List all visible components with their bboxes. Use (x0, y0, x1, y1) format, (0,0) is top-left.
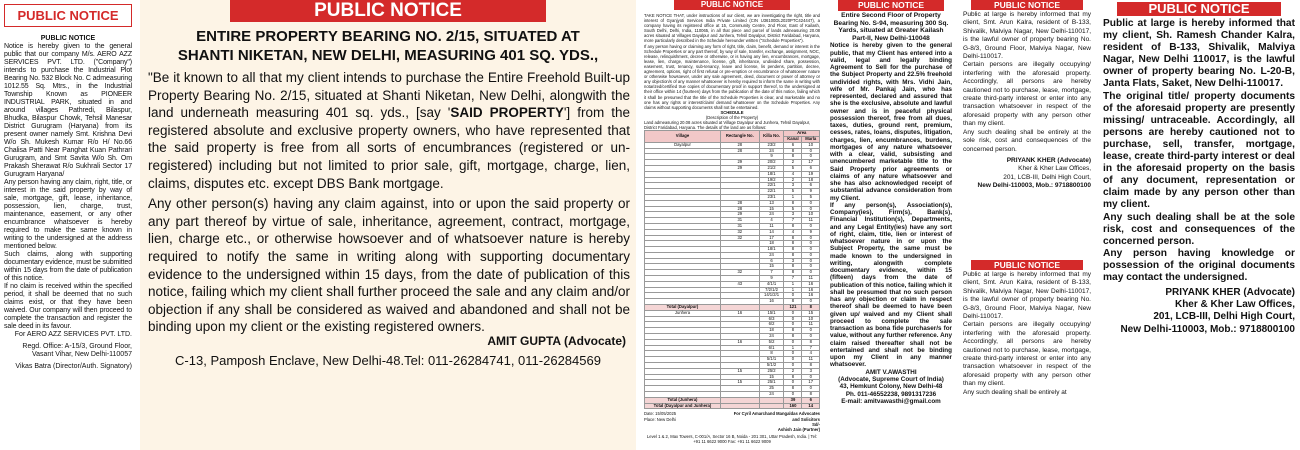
table-cell: 18 (759, 241, 784, 247)
table-cell: 3 (802, 368, 820, 374)
table-cell: 0 (784, 380, 802, 386)
table-cell: 8 (802, 392, 820, 398)
th-marla: Marla (802, 136, 820, 142)
notice7-addr: 201, LCB-III, Delhi High Court, (1153, 311, 1295, 323)
table-cell: 28 (720, 148, 759, 154)
table-cell: 160 (784, 403, 802, 409)
table-cell: 0 (802, 154, 820, 160)
table-cell: 5/1/2 (759, 363, 784, 369)
table-cell: 25/2 (759, 368, 784, 374)
table-cell: 5/2 (759, 339, 784, 345)
table-cell: 0 (802, 252, 820, 258)
notice3-partner: Ashish Jain (Partner) (777, 426, 820, 432)
notice5-addr: 201, LCB-III, Delhi High Court, (1003, 173, 1091, 181)
notice2-header: PUBLIC NOTICE (230, 0, 546, 22)
table-cell: 10 (802, 316, 820, 322)
table-cell: 14/1/2/1 (759, 293, 784, 299)
notice6-para1: Public at large is hereby informed that my client, Smt. Arun Kalra, resident of B-133, Shivalik, Malviya Nagar, New Delhi-110017, is the lawful owner of property bearing No. G-8/3, Ground Floor, Malviya Nagar, New Delhi-110017. (963, 271, 1091, 321)
table-cell: 17 (802, 160, 820, 166)
table-cell: 8 (784, 328, 802, 334)
th-rect: Rectangle No. (720, 131, 759, 143)
table-cell: 15/1 (759, 310, 784, 316)
notice1-header-box: PUBLIC NOTICE (4, 4, 132, 27)
table-cell: 11 (802, 218, 820, 224)
notice1-title: PUBLIC NOTICE (40, 35, 96, 42)
table-cell: 16 (720, 339, 759, 345)
table-cell: 28 (720, 206, 759, 212)
table-cell: 6 (802, 397, 820, 403)
table-cell: 18/1 (759, 171, 784, 177)
notice4-para2: If any person(s), Association(s), Company(ies), Firm(s), Bank(s), Financial Institution(s), Departments, and any Legal Entity(ies) have any sort of right, claim, title, lien or interest of whatsoever nature in or upon the Subject Property, the same must be made known to the undersigned in writing, alongwith complete documentary evidence, within 15 (fifteen) days from the date of publication of this notice, failing which it shall be presumed that no such person has any objection or claim in respect thereof shall be deemed to have been given up/ waived and my Client shall proceed to complete the sale transaction as bona fide purchaser/s for value, without any further reference. Any claim raised thereafter shall not be entertained and shall not be binding upon my Client in any manner whatsoever. (830, 201, 952, 369)
table-cell: 9 (759, 154, 784, 160)
notice7-para2: The original title/ property documents of the aforesaid property are presently missing/ untraceable. Accordingly, all persons are hereby cautioned not to purchase, sell, transfer, mortgage, lease, create third-party interest or deal in the aforesaid property on the basis of any document, representation or claim made by any person other than my client. (1103, 90, 1295, 211)
notice5-header: PUBLIC NOTICE (971, 0, 1083, 10)
table-cell: 8 (784, 252, 802, 258)
table-cell: 15 (802, 310, 820, 316)
table-cell: 0 (784, 322, 802, 328)
table-cell: 31 (720, 223, 759, 229)
table-cell: 0 (802, 247, 820, 253)
notice1-for-line: For AERO AZZ SERVICES PVT. LTD. (14, 331, 132, 338)
notice5-para2: Certain persons are illegally occupying/ interfering with the aforesaid property. Accordingly, all persons are hereby cautioned not to purchase, lease, mortgage, create third-party interest or enter into any transaction whatsoever in respect of the aforesaid property with any person other than my client. (963, 61, 1091, 128)
table-cell: 0 (784, 392, 802, 398)
table-cell: 7 (802, 345, 820, 351)
table-cell: 0 (784, 357, 802, 363)
table-cell: Junhera (645, 310, 721, 316)
table-cell: 4 (802, 351, 820, 357)
table-cell: 14 (759, 229, 784, 235)
notice2-address: C-13, Pamposh Enclave, New Delhi-48.Tel: 011-26284741, 011-26284569 (175, 352, 601, 368)
notice-shanti-niketan (140, 0, 636, 450)
table-cell: 11 (759, 223, 784, 229)
table-cell: 19 (802, 171, 820, 177)
table-cell: 4 (759, 218, 784, 224)
notice6-para2: Certain persons are illegally occupying/ interfering with the aforesaid property. Accordingly, all persons are hereby cautioned not to purchase, lease, mortgage, create third-party interest or enter into any transaction whatsoever in respect of the aforesaid property with any person other than my client. (963, 321, 1091, 388)
table-cell: 0 (784, 339, 802, 345)
notice5-para3: Any such dealing shall be entirely at the sole risk, cost and consequences of the concerned person. (963, 128, 1091, 153)
table-cell: 10 (802, 212, 820, 218)
table-cell: 9 (759, 276, 784, 282)
table-cell: 15 (759, 206, 784, 212)
table-cell: 17 (802, 380, 820, 386)
table-cell: 1 (784, 345, 802, 351)
notice3-footer: Level 1 & 2, Max Towers, C-001/A, Sector 16 B, Noida - 201 301, Uttar Pradesh, India. | Tel: +91 11 6622 9000 Fax: +91 11 6622 9009 (646, 433, 818, 444)
notice7-header: PUBLIC NOTICE (1117, 2, 1281, 16)
table-cell: 6 (759, 258, 784, 264)
table-cell: 28 (720, 142, 759, 148)
th-kanal: Kanal (784, 136, 802, 142)
table-cell: 0 (802, 223, 820, 229)
table-cell: 8 (802, 363, 820, 369)
table-cell: 0 (802, 386, 820, 392)
th-area: Area (784, 131, 820, 137)
table-cell: 15 (759, 374, 784, 380)
notice3-para2: If any person having or claiming any form of right, title, claim, benefit, demand or interest in the Schedule Properties or any part thereof, by way of sale, transfer, exchange, assignment, NOC, release, relinquishment, decree or otherwise, or is having any lien, encumbrances, mortgage, lease, lien, charge, maintenance, license, gift, inheritance, undivided share, possession, easement, trust, tenancy, sub-tenancy, leave and license, lis pendens, partition, decree, agreement, options, right of first refusal or pre-emption or encumbrance of whatsoever nature or otherwise howsoever, under any sale agreement, deed, document or power of attorney or any objection/s of any manner whatsoever is hereby required to inform the same in writing with notarized/certified true copies of documentary proof in support thereof, to the undersigned at their office within 14 (fourteen) days from the publication of the date of this notice, failing which it shall be presumed that the title of the Schedule Properties is clear, and marketable and no one has any rights or interest/claim/ demand whatsoever on the Schedule Properties. Any claims without supporting documents shall not be entertained. (644, 43, 820, 110)
table-cell: 6 (784, 142, 802, 148)
table-cell: 8 (784, 241, 802, 247)
table-cell: 6 (802, 165, 820, 171)
table-cell: Total (Dayalpur and Junhera) (645, 403, 721, 409)
table-cell: 4 (784, 229, 802, 235)
table-cell: 5 (802, 194, 820, 200)
table-cell: 25 (759, 386, 784, 392)
notice4-adv: (Advocate, Supreme Court of India) (838, 376, 944, 384)
table-cell: 32 (720, 235, 759, 241)
table-cell: 10 (802, 142, 820, 148)
table-cell: 43 (720, 281, 759, 287)
table-cell: 9 (802, 229, 820, 235)
table-cell: 22/1 (759, 189, 784, 195)
notice4-signature: AMIT V.AWASTHI (865, 368, 917, 376)
table-cell: 11 (802, 357, 820, 363)
table-cell: 4 (784, 171, 802, 177)
notice2-title-line2: SHANTI NIKETAN, NEW DELHI, MEASURING 401 SQ. YDS., (177, 47, 599, 64)
table-cell: 0 (802, 200, 820, 206)
table-cell: 0 (802, 270, 820, 276)
table-cell: 0 (784, 293, 802, 299)
table-cell: 9 (802, 189, 820, 195)
table-cell: 22/1 (759, 183, 784, 189)
table-cell: 1 (784, 287, 802, 293)
notice5-para1: Public at large is hereby informed that my client, Smt. Arun Kalra, resident of B-133, Shivalik, Malviya Nagar, New Delhi-110017, is the lawful owner of property bearing No. G-8/3, Ground Floor, Malviya Nagar, New Delhi-110017. (963, 11, 1091, 61)
notice-kalra-saket (1100, 0, 1298, 450)
notice3-intro: TAKE NOTICE THAT, under instructions of our client, we are investigating the right, title and interest of Gyanjyoti Services India Private Limited (CIN U36100DL2020PTC424447), a company having its registered office at 15, Community Centre, 2nd Floor, East of Kailash, South Delhi, Delhi, India, 110065, in all that piece and parcel of lands admeasuring 20.08 acres situated at Villages Dayalpur and Junhera, Tehsil Dayalpur, District Faridabad, Haryana, more particularly described in the Schedule hereunder written ("Schedule Properties"). (644, 13, 820, 44)
notice7-para3: Any such dealing shall be at the sole risk, cost and consequences of the concerned person. (1103, 211, 1295, 247)
table-cell: 0 (784, 316, 802, 322)
notice3-schedule-sub: (Description of the Property) (705, 114, 759, 120)
table-cell: 0 (802, 235, 820, 241)
table-cell: 8 (784, 374, 802, 380)
table-cell: 32 (720, 229, 759, 235)
table-cell (759, 403, 784, 409)
notice4-para1: Notice is hereby given to the general public, that my Client has entered into a valid, legal and legally binding Agreement to Sell for the purchase of the Subject Property and 22.5% freehold undivided rights, with Mrs. Vidhi Jain, wife of Mr. Pankaj Jain, who has represented, declared and assured that she is the exclusive, absolute and lawful owner and is in peaceful physical possession thereof, free from all dues, taxes, duties, ground rent, premium, cesses, rates, loans, disputes, litigation, charges, lien, encumbrances, burdens, mortgages of any nature whatsoever with a clear, valid, subsisting and unencumbered marketable title to the Said Property prior agreements or claims of any nature whatsoever and she has also acknowledged receipt of substantial advance consideration from my Client. (830, 42, 952, 202)
notice1-para1: Notice is hereby given to the general public that our company M/s. AERO AZZ SERVICES PVT. LTD. ("Company") intends to purchase the Industrial Plot Bearing No. 532 Block No. C admeasuring 1012.55 Sq. Mtrs., in the Industrial Township Known as PIONEER INDUSTRIAL PARK, situated in and around villages Pathredi, Bilaspur, Bhudka, Bilaspur Chowk, Tehsil Manesar District Gurugram (Haryana) from its present owner namely Smt. Krishna Devi W/o Sh. Mukesh Kumar R/o H/ No.66 Chalisa Patti Near Panghat Kuan Pathrari Gurugram, and Smt Savita W/o Sh. Om Prakash Sherawat R/o Sukhrali Sector 17 Gurugram Haryana/ (4, 43, 133, 178)
table-cell: 7 (784, 218, 802, 224)
notice5-signature: PRIYANK KHER (Advocate) (1006, 156, 1091, 164)
notice2-para2: Any other person(s) having any claim against, into or upon the said property or any part thereof by virtue of sale, inheritance, agreement, contract, mortgage, lien, charge etc., or otherwise howsoever and of whatsoever nature is hereby required to notify the same in writing along with supporting documentary evidence to the undersigned within 15 days, from the date of publication of this notice, failing which my client shall further proceed the sale and any claim and/or objection if any shall be considered as waived and abandoned and shall not be binding upon my client or the existing registered owners. (148, 196, 630, 335)
table-cell: 18/1 (759, 247, 784, 253)
notice6-para3: Any such dealing shall be entirely at (963, 388, 1067, 396)
table-cell: 25/1 (759, 380, 784, 386)
table-cell: 8 (784, 148, 802, 154)
table-cell: 5 (784, 165, 802, 171)
table-cell: 29 (720, 165, 759, 171)
table-cell: 0 (802, 334, 820, 340)
notice3-for-firm: For Cyril Amarchand Mangaldas Advocates and Solicitors (733, 411, 820, 422)
table-cell: 31 (720, 218, 759, 224)
notice5-firm: Kher & Kher Law Offices, (1018, 165, 1091, 173)
notice6-header: PUBLIC NOTICE (971, 260, 1083, 270)
table-cell: 6/3 (759, 316, 784, 322)
table-cell: 6/1 (759, 345, 784, 351)
table-cell: 15 (720, 368, 759, 374)
table-cell: Total (Junhera) (645, 397, 721, 403)
notice7-para1: Public at large is hereby informed that my client, Sh. Ramesh Chander Kalra, resident of B-133, Shivalik, Malviya Nagar, New Delhi 110017, is the lawful owner of property bearing No. L-20-B, Janta Flats, Saket, New Delhi-110017. (1103, 18, 1295, 90)
table-cell: 16 (720, 310, 759, 316)
notice4-addr: 43, Hemkunt Colony, New Delhi-48 (839, 383, 943, 391)
table-cell: 24 (759, 252, 784, 258)
table-cell: 8 (784, 386, 802, 392)
table-cell: 8 (784, 154, 802, 160)
table-cell: 8 (784, 223, 802, 229)
table-cell: 13 (759, 200, 784, 206)
table-cell: 2 (784, 368, 802, 374)
table-cell: 0 (802, 241, 820, 247)
notice7-para4: Any person having knowledge or possession of the original documents may contact the undersigned. (1103, 247, 1295, 283)
notice-gyanjyoti (642, 0, 822, 450)
notice2-para1: "Be it known to all that my client intends to purchase the Entire Freehold Built-up Property Bearing No. 2/15, situated at Shanti Niketan, New Delhi, alongwith the land underneath measuring 401 sq. yds., [say 'SAID PROPERTY'] from the registered absolute and exclusive property owners, who have represented that the said property is free from all sorts of encumbrances (registered or un-registered) including but not limited to prior sale, gift, mortgage, charge, lien, claims, disputes etc. except DBS Bank mortgage. (148, 70, 630, 191)
notice-aero-azz (0, 0, 136, 450)
table-cell: 5 (784, 189, 802, 195)
table-cell: 32 (720, 270, 759, 276)
table-cell: 11 (802, 322, 820, 328)
notice4-email: E-mail: amitvawasthi@gmail.com (841, 398, 941, 406)
table-cell: 0 (802, 258, 820, 264)
table-cell: 29 (720, 212, 759, 218)
table-cell: 8 (802, 339, 820, 345)
table-cell: 28 (720, 200, 759, 206)
notice3-date: Date: 15/05/2025 (644, 411, 677, 417)
table-cell: 0 (802, 299, 820, 305)
schedule-table (644, 130, 820, 409)
table-cell: 24 (759, 334, 784, 340)
table-cell: 7 (759, 270, 784, 276)
notice3-schedule-title: SCHEDULE (720, 109, 744, 115)
notice3-header: PUBLIC NOTICE (674, 0, 790, 10)
table-cell: 24 (759, 212, 784, 218)
th-village: Village (645, 131, 721, 143)
table-cell: 11 (802, 276, 820, 282)
table-cell: 0 (802, 148, 820, 154)
table-cell: 0 (802, 206, 820, 212)
table-cell: 0 (784, 310, 802, 316)
table-cell: 5/1/1 (759, 357, 784, 363)
table-cell: 39 (784, 397, 802, 403)
table-cell (720, 403, 759, 409)
table-cell: 20/2 (759, 160, 784, 166)
table-cell: 0 (802, 328, 820, 334)
table-cell: 16 (802, 293, 820, 299)
notice-greater-kailash (827, 0, 955, 450)
notice1-regd: Regd. Office: A-15/3, Ground Floor, Vasant Vihar, New Delhi-110057 (22, 343, 132, 358)
notice7-firm: Kher & Kher Law Offices, (1174, 299, 1295, 311)
notice-kalra-malviya-1 (960, 0, 1094, 254)
table-cell: 6 (802, 183, 820, 189)
table-cell: 1 (784, 281, 802, 287)
table-cell: 8 (784, 235, 802, 241)
table-cell: 8 (784, 270, 802, 276)
table-cell: 24 (759, 148, 784, 154)
table-cell: 16 (802, 287, 820, 293)
table-cell: 3 (784, 258, 802, 264)
th-killa: Killa No. (759, 131, 784, 143)
table-cell: 0 (784, 351, 802, 357)
notice-kalra-malviya-2 (960, 260, 1094, 450)
table-cell: 7/2/1/2 (759, 287, 784, 293)
table-cell: 8 (784, 299, 802, 305)
notice1-signatory: Vikas Batra (Director/Auth. Signatory) (15, 363, 132, 370)
table-cell: 7 (784, 276, 802, 282)
table-row (645, 403, 820, 409)
table-cell: 23/1 (759, 194, 784, 200)
table-cell: 24 (759, 392, 784, 398)
table-cell: 5 (784, 206, 802, 212)
table-cell: 121 (784, 305, 802, 311)
notice7-signature: PRIYANK KHER (Advocate) (1165, 287, 1295, 299)
table-cell: 3 (784, 212, 802, 218)
notice3-place: Place: New Delhi (644, 416, 676, 422)
table-cell: 16 (802, 281, 820, 287)
notice1-para4: If no claim is received within the specified period, it shall be deemed that no such claims exist, or that they have been waived. Our company will then proceed to complete the transaction and register the sale deed in its favour. (4, 283, 132, 330)
table-cell: 6/2 (759, 322, 784, 328)
notice4-header: PUBLIC NOTICE (838, 0, 944, 11)
table-cell: 18 (759, 328, 784, 334)
notice5-city: New Delhi-110003, Mob.: 9718800100 (977, 182, 1091, 190)
table-cell: 3 (784, 183, 802, 189)
table-cell: 8 (759, 351, 784, 357)
table-cell: 17 (759, 235, 784, 241)
table-cell: 15 (759, 264, 784, 270)
table-cell: 4/1/1 (759, 281, 784, 287)
table-cell: 1 (784, 194, 802, 200)
table-cell: Dayalpur (645, 142, 721, 148)
table-cell: 15 (720, 380, 759, 386)
notice3-schedule-desc: Land admeasuring 20.08 acres situated at Village Dayalpur and Junhera, Tehsil Dayalpur, District Faridabad, Haryana. The details of the land are as follows: (644, 119, 811, 131)
table-cell: 8 (784, 247, 802, 253)
notice1-para2: Any person having any claim, right, title, or interest in the said property by way of sale, mortgage, gift, lease, inheritance, possession, lien, charge, trust, maintenance, easement, or any other encumbrance whatsoever is hereby required to make the same known in writing to the undersigned at the address mentioned below. (4, 179, 132, 250)
table-cell: 8 (784, 334, 802, 340)
table-cell: 2 (784, 177, 802, 183)
table-cell: 8 (802, 305, 820, 311)
table-cell: 29 (720, 160, 759, 166)
notice7-city: New Delhi-110003, Mob.: 9718800100 (1120, 323, 1295, 335)
notice3-sd: Sd/- (812, 421, 820, 427)
table-cell: 23/2 (759, 142, 784, 148)
table-cell: 2 (784, 160, 802, 166)
table-cell: 0 (784, 363, 802, 369)
table-cell: 18 (802, 177, 820, 183)
table-cell: 16 (759, 299, 784, 305)
table-cell: Total (Dayalpur) (645, 305, 721, 311)
table-cell: 21/2 (759, 165, 784, 171)
table-cell: 19/2 (759, 177, 784, 183)
notice4-title: Entire Second Floor of Property Bearing No. S-94, measuring 300 Sq. Yards, situated at Greater Kailash Part-II, New Delhi-110048 (833, 12, 949, 42)
table-cell: 0 (802, 374, 820, 380)
table-cell: 8 (784, 264, 802, 270)
notice1-para3: Such claims, along with supporting documentary evidence, must be submitted within 15 days from the date of publication of this notice. (4, 251, 132, 282)
notice4-phone: Ph. 011-46552238, 9891317236 (845, 390, 937, 398)
table-cell: 14 (802, 403, 820, 409)
table-cell: 8 (784, 200, 802, 206)
table-cell: 0 (802, 264, 820, 270)
notice2-signature: AMIT GUPTA (Advocate) (487, 333, 626, 348)
notice2-title-line1: ENTIRE PROPERTY BEARING NO. 2/15, SITUATED AT (196, 28, 580, 45)
